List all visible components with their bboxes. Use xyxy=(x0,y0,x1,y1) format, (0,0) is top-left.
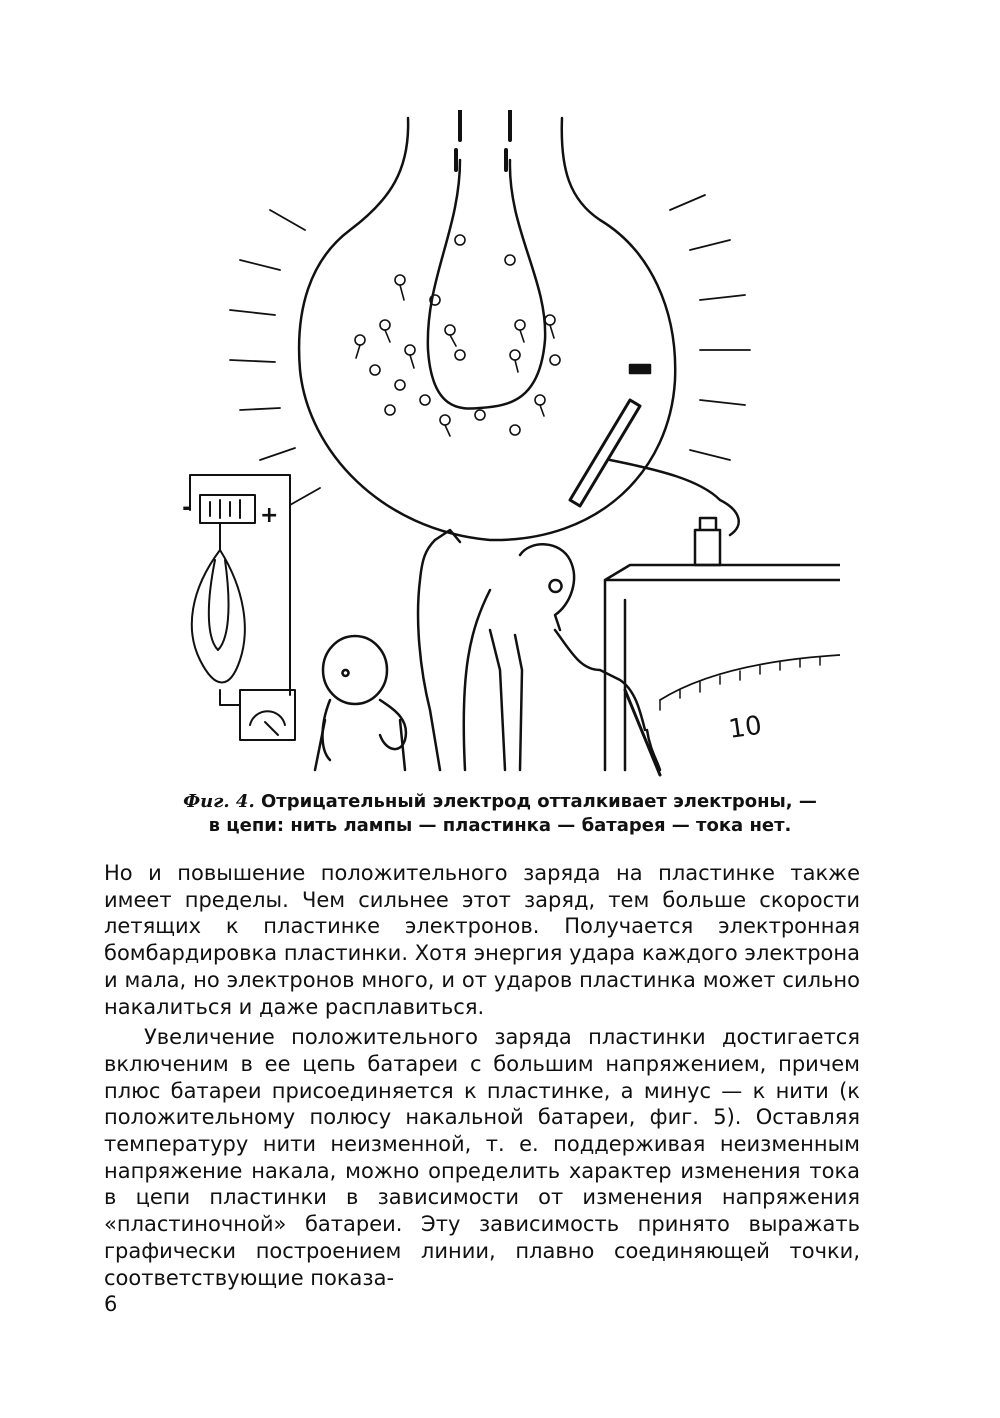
plus-sign: + xyxy=(260,503,279,528)
lamp-bulb xyxy=(299,110,675,540)
figure-caption xyxy=(150,790,850,838)
child-figure xyxy=(315,636,406,770)
caption-text-1: Отрицательный электрод отталкивает электроны, — xyxy=(261,791,817,812)
light-rays xyxy=(230,195,750,505)
caption-line-2: в цепи: нить лампы — пластинка — батарея — тока нет. xyxy=(208,815,792,836)
paragraph-2: Увеличение положительного заряда пластинки достигается включеним в ее цепь батареи с большим напряжением, причем плюс батареи присоединяется к пластинке, а минус — к нити (к положительному полюсу накальной батареи, фиг. 5). Оставляя температуру нити неизменной, т. е. поддерживая неизменным напряжение накала, можно определить характер изменения тока в цепи пластинки в зависимости от изменения напряжения «пластиночной» батареи. Эту зависимость принято выражать графически построением линии, плавно соединяющей точки, соответствующие показа- xyxy=(104,1025,860,1290)
plate-electrode xyxy=(570,365,739,565)
meter-box xyxy=(605,565,840,775)
caption-line-1 xyxy=(150,790,850,814)
small-circuit-diagram xyxy=(190,475,295,740)
page-number: 6 xyxy=(104,1292,118,1316)
caption-label: Фиг. 4. xyxy=(183,791,255,812)
minus-sign: - xyxy=(182,493,192,521)
figure-4-illustration xyxy=(160,110,840,790)
paragraph-1: Но и повышение положительного заряда на пластинке также имеет пределы. Чем сильнее этот заряд, тем больше скорости летящих к пластинке электронов. Получается электронная бомбардировка пластинки. Хотя энергия удара каждого электрона и мала, но электронов много, и от ударов пластинка может сильно накалиться и даже расплавиться. xyxy=(104,861,860,1019)
meter-scale-label: 10 xyxy=(726,710,764,745)
body-text xyxy=(104,860,860,1291)
scientist-figure xyxy=(418,530,645,770)
